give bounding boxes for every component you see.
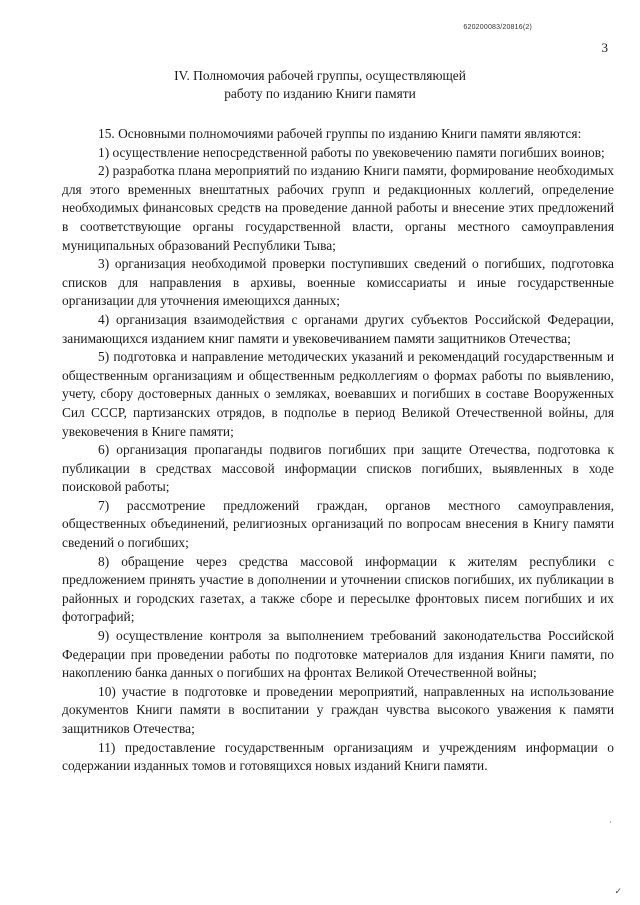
paragraph-15: 15. Основными полномочиями рабочей группы по изданию Книги памяти являются:: [98, 126, 582, 141]
list-item-5: 5) подготовка и направление методических указаний и рекомендаций государственным и общественным организациям и общественным редколлегиям о формах работы по выявлению, учету, сбору достоверных данных о земляках, воевавших и погибших в составе Вооруженных Сил СССР, партизанских отрядов, в подполье в период Великой Отечественной войны, для увековечения в Книге памяти;: [62, 349, 614, 439]
list-item-10: 10) участие в подготовке и проведении мероприятий, направленных на использование документов Книги памяти в воспитании у граждан чувства высокого уважения к памяти защитников Отечества;: [62, 683, 614, 736]
list-item-3: 3) организация необходимой проверки поступивших сведений о погибших, подготовка списков для направления в архивы, военные комиссариаты и иные государственные организации для уточнения имеющихся данных;: [62, 256, 614, 309]
corner-scan-mark: ✓: [614, 886, 622, 896]
list-item-11: 11) предоставление государственным организациям и учреждениям информации о содержании изданных томов и готовящихся новых изданий Книги памяти.: [62, 739, 614, 774]
list-item-2: 2) разработка плана мероприятий по изданию Книги памяти, формирование необходимых для этого временных внештатных рабочих групп и редакционных коллегий, определение необходимых финансовых средств на проведение данной работы и внесение этих предложений в соответствующие органы государственной власти, органы местного самоуправления муниципальных образований Республики Тыва;: [62, 163, 614, 253]
list-item-7: 7) рассмотрение предложений граждан, органов местного самоуправления, общественных объединений, религиозных организаций по вопросам внесения в Книгу памяти сведений о погибших;: [62, 497, 614, 551]
list-item-8: 8) обращение через средства массовой информации к жителям республики с предложением принять участие в дополнении и уточнении списков погибших, их публикации в районных и городских газетах, а также сборе и пересылке фронтовых писем погибших и их фотографий;: [62, 553, 614, 625]
section-title-line-2: работу по изданию Книги памяти: [224, 86, 416, 101]
list-item-6: 6) организация пропаганды подвигов погибших при защите Отечества, подготовка к публикации в средствах массовой информации списков погибших, выявленных в ходе поисковой работы;: [62, 442, 614, 495]
list-item-9: 9) осуществление контроля за выполнением требований законодательства Российской Федерации при проведении работы по подготовке материалов для издания Книги памяти, по накоплению банка данных о погибших на фронтах Великой Отечественной войны;: [62, 628, 614, 681]
list-item-4: 4) организация взаимодействия с органами других субъектов Российской Федерации, занимающихся изданием книг памяти и увековечиванием памяти защитников Отечества;: [62, 311, 614, 346]
page-number: 3: [601, 40, 608, 55]
list-item-1: 1) осуществление непосредственной работы по увековечению памяти погибших воинов;: [98, 144, 605, 160]
document-id: 620200083/20816(2): [463, 24, 532, 31]
section-title-line-1: IV. Полномочия рабочей группы, осуществляющей: [174, 68, 466, 83]
document-body: [62, 125, 614, 776]
scan-artifact-mark: ·: [609, 817, 612, 827]
section-title: [0, 67, 640, 103]
